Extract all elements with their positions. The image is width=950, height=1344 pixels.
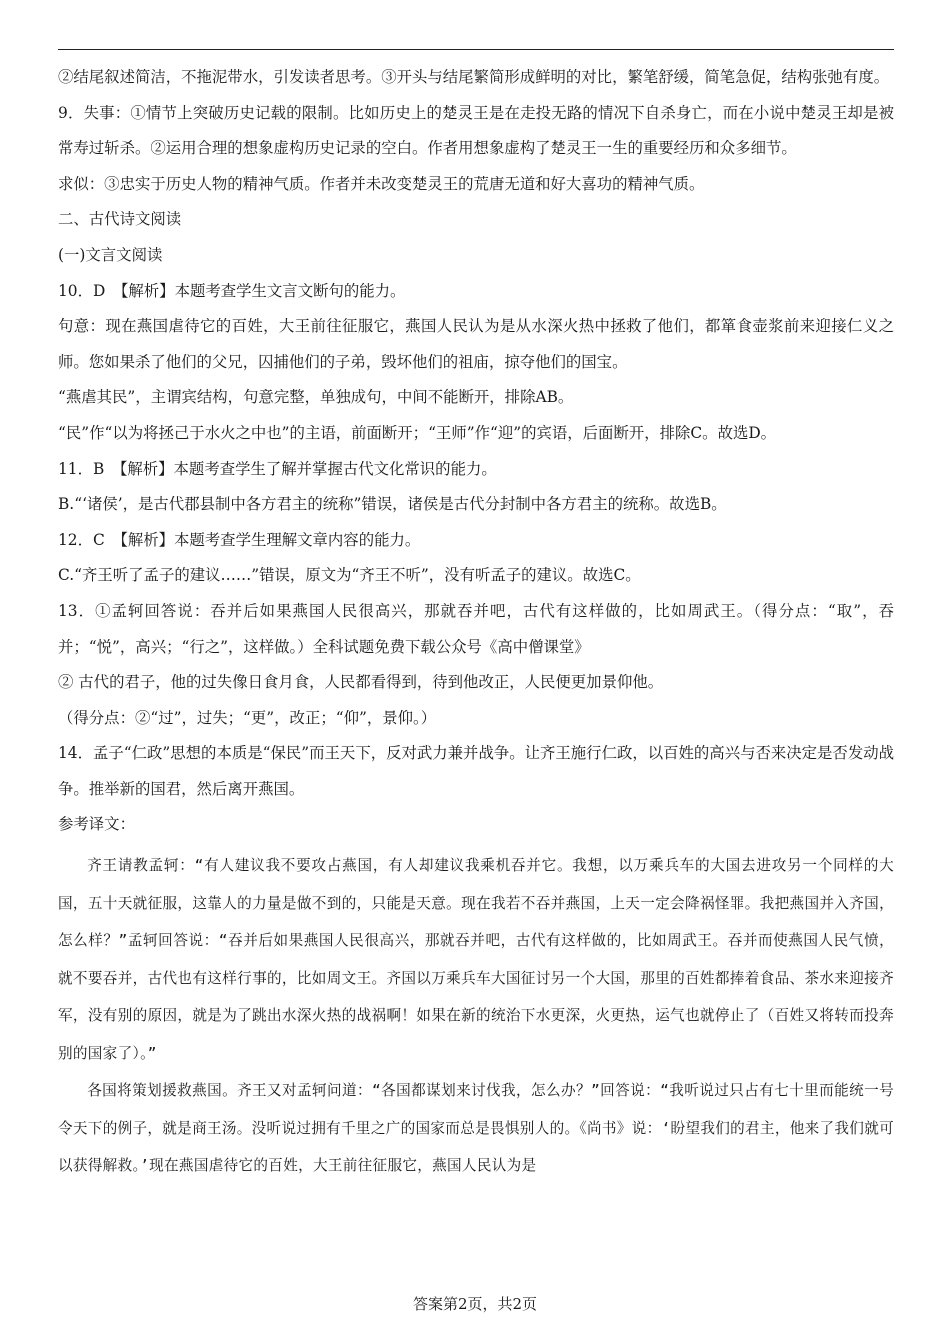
section-heading: 二、古代诗文阅读 [58, 210, 182, 229]
answer-paragraph: 9．失事：①情节上突破历史记载的限制。比如历史上的楚灵王是在走投无路的情况下自杀身亡，而在小说中楚灵王却是被常寿过斩杀。②运用合理的想象虚构历史记录的空白。作者用想象虚构了楚灵王一生的重要经历和众多细节。 [58, 103, 894, 158]
answer-paragraph: B.“‘诸侯’，是古代郡县制中各方君主的统称”错误，诸侯是古代分封制中各方君主的统称。故选B。 [58, 495, 727, 514]
subsection-heading: (一)文言文阅读 [58, 245, 163, 264]
answer-paragraph: ②结尾叙述简洁，不拖泥带水，引发读者思考。③开头与结尾繁简形成鲜明的对比，繁笔舒缓，简笔急促，结构张弛有度。 [58, 68, 890, 86]
answer-paragraph: 10．D 【解析】本题考查学生文言文断句的能力。 [58, 281, 406, 300]
answer-paragraph: 13．①孟轲回答说：吞并后如果燕国人民很高兴，那就吞并吧，古代有这样做的，比如周武王。（得分点：“取”，吞并；“悦”，高兴；“行之”，这样做。）全科试题免费下载公众号《高中僧课堂》 [58, 601, 894, 656]
answer-paragraph: （得分点：②“过”，过失；“更”，改正；“仰”，景仰。） [58, 708, 437, 727]
answer-paragraph: 句意：现在燕国虐待它的百姓，大王前往征服它，燕国人民认为是从水深火热中拯救了他们，都箪食壶浆前来迎接仁义之师。您如果杀了他们的父兄，囚捕他们的子弟，毁坏他们的祖庙，掠夺他们的国宝。 [58, 317, 894, 371]
translation-paragraph: 齐王请教孟轲：“有人建议我不要攻占燕国，有人却建议我乘机吞并它。我想，以万乘兵车的大国去进攻另一个同样的大国，五十天就征服，这靠人的力量是做不到的，只能是天意。现在我若不吞并燕国，上天一定会降祸怪罪。我把燕国并入齐国，怎么样？”孟轲回答说：“吞并后如果燕国人民很高兴，那就吞并吧，古代有这样做的，比如周武王。吞并而使燕国人民气愤，就不要吞并，古代也有这样行事的，比如周文王。齐国以万乘兵车大国征讨另一个大国，那里的百姓都捧着食品、茶水来迎接齐军，没有别的原因，就是为了跳出水深火热的战祸啊！如果在新的统治下水更深，火更热，运气也就停止了（百姓又将转而投奔别的国家了）。” [58, 857, 894, 1062]
answer-body [58, 60, 894, 1185]
answer-paragraph: 12．C 【解析】本题考查学生理解文章内容的能力。 [58, 530, 421, 549]
answer-paragraph: C.“齐王听了孟子的建议……”错误，原文为“齐王不听”，没有听孟子的建议。故选C。 [58, 566, 641, 585]
answer-paragraph: ② 古代的君子，他的过失像日食月食，人民都看得到，待到他改正，人民便更加景仰他。 [58, 673, 664, 692]
translation-heading: 参考译文： [58, 815, 135, 834]
answer-paragraph: 14．孟子“仁政”思想的本质是“保民”而王天下，反对武力兼并战争。让齐王施行仁政，以百姓的高兴与否来决定是否发动战争。推举新的国君，然后离开燕国。 [58, 744, 894, 798]
header-rule [58, 49, 894, 50]
answer-paragraph: 求似：③忠实于历史人物的精神气质。作者并未改变楚灵王的荒唐无道和好大喜功的精神气质。 [58, 174, 705, 193]
page-footer: 答案第2页，共2页 [412, 1295, 538, 1313]
translation-paragraph: 各国将策划援救燕国。齐王又对孟轲问道：“各国都谋划来讨伐我，怎么办？”回答说：“我听说过只占有七十里而能统一号令天下的例子，就是商王汤。没听说过拥有千里之广的国家而总是畏惧别人的。《尚书》说：‘盼望我们的君主，他来了我们就可以获得解救。’现在燕国虐待它的百姓，大王前往征服它，燕国人民认为是 [58, 1082, 894, 1175]
answer-paragraph: “燕虐其民”，主谓宾结构，句意完整，单独成句，中间不能断开，排除AB。 [58, 388, 574, 407]
answer-paragraph: 11．B 【解析】本题考查学生了解并掌握古代文化常识的能力。 [58, 459, 497, 478]
answer-paragraph: “民”作“以为将拯己于水火之中也”的主语，前面断开；“王师”作“迎”的宾语，后面断开，排除C。故选D。 [58, 423, 777, 442]
